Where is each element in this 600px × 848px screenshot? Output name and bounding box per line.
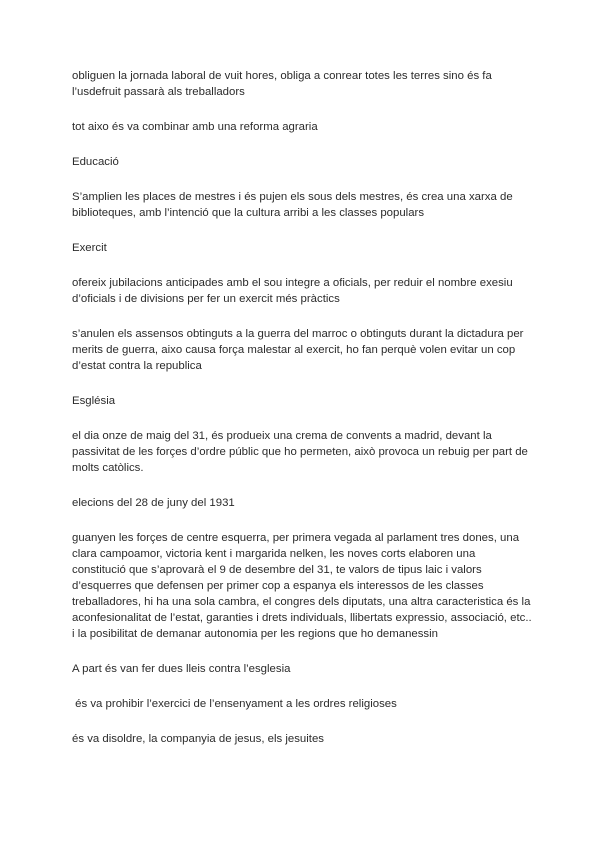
heading-exercit: Exercit xyxy=(72,242,107,254)
paragraph-assensos: s’anulen els assensos obtinguts a la guerra del marroc o obtinguts durant la dictadura per merits de guerra, aixo causa força malestar al exercit, ho fan perquè volen evitar un cop d’estat contra la republica xyxy=(72,328,524,372)
paragraph-jubilacions: ofereix jubilacions anticipades amb el sou integre a oficials, per reduir el nombre exesiu d’oficials i de divisions per fer un exercit més pràctics xyxy=(72,277,513,305)
paragraph-lleis-esglesia: A part és van fer dues lleis contra l’esglesia xyxy=(72,663,291,675)
paragraph-crema-convents: el dia onze de maig del 31, és produeix una crema de convents a madrid, devant la passivitat de les forçes d’ordre públic que ho permeten, això provoca un rebuig per part de molts catòlics. xyxy=(72,430,528,474)
heading-eleccions: elecions del 28 de juny del 1931 xyxy=(72,497,235,509)
paragraph-reforma-agraria: tot aixo és va combinar amb una reforma agraria xyxy=(72,121,318,133)
paragraph-jesuites: és va disoldre, la companyia de jesus, els jesuites xyxy=(72,733,324,745)
heading-educacio: Educació xyxy=(72,156,119,168)
paragraph-jornada-laboral: obliguen la jornada laboral de vuit hores, obliga a conrear totes les terres sino és fa l’usdefruit passarà als treballadors xyxy=(72,70,492,98)
document-page xyxy=(72,68,532,766)
heading-esglesia: Església xyxy=(72,395,116,407)
paragraph-ensenyament: és va prohibir l’exercici de l’ensenyament a les ordres religioses xyxy=(72,698,397,710)
paragraph-constitucio: guanyen les forçes de centre esquerra, per primera vegada al parlament tres dones, una clara campoamor, victoria kent i margarida nelken, les noves corts elaboren una constitució que s’aprovarà el 9 de desembre del 31, te valors de tipus laic i valors d’esquerres que defensen per primer cop a espanya els interessos de les classes treballadores, hi ha una sola cambra, el congres dels diputats, una altra caracteristica és la aconfesionalitat de l’estat, garanties i drets individuals, llibertats expressio, associació, etc.. i la posibilitat de demanar autonomia per les regions que ho demanessin xyxy=(72,532,532,640)
paragraph-educacio: S’amplien les places de mestres i és pujen els sous dels mestres, és crea una xarxa de biblioteques, amb l’intenció que la cultura arribi a les classes populars xyxy=(72,191,513,219)
